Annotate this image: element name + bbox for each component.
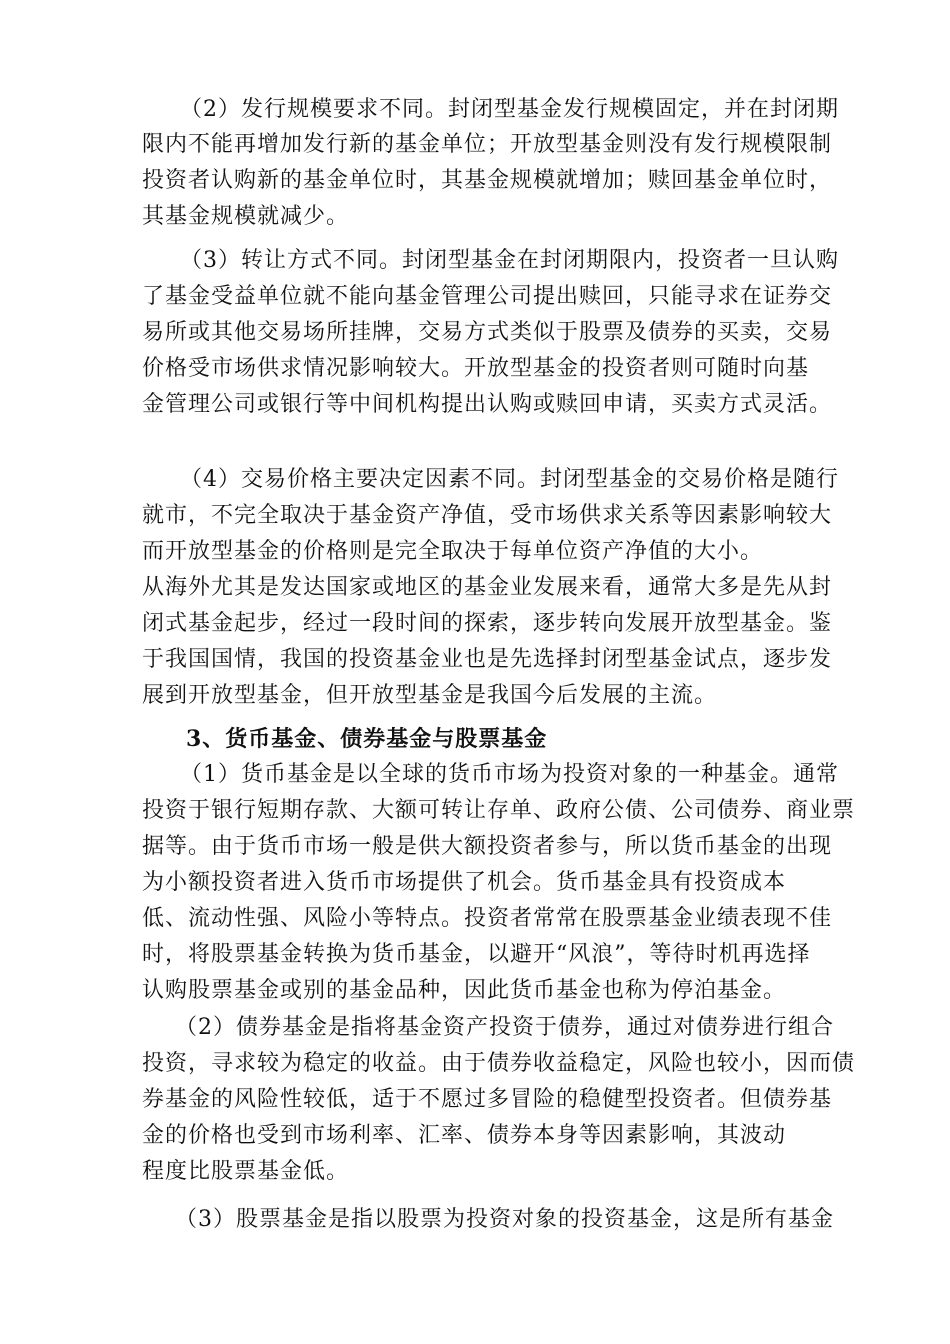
paragraph-7-line-1: （2）债券基金是指将基金资产投资于债券，通过对债券进行组合	[175, 1015, 834, 1040]
paragraph-6-line-4: 为小额投资者进入货币市场提供了机会。货币基金具有投资成本	[142, 870, 787, 895]
paragraph-7-line-4: 金的价格也受到市场利率、汇率、债券本身等因素影响，其波动	[142, 1123, 787, 1148]
paragraph-3-line-3: 易所或其他交易场所挂牌，交易方式类似于股票及债券的买卖，交易	[142, 320, 833, 345]
paragraph-6-line-6: 时，将股票基金转换为货币基金，以避开“风浪”，等待时机再选择	[142, 942, 811, 967]
paragraph-3-line-1: （3）转让方式不同。封闭型基金在封闭期限内，投资者一旦认购	[180, 248, 839, 273]
paragraph-4-line-3: 而开放型基金的价格则是完全取决于每单位资产净值的大小。	[142, 539, 764, 564]
paragraph-7-line-5: 程度比股票基金低。	[142, 1159, 350, 1184]
paragraph-2-line-2: 限内不能再增加发行新的基金单位；开放型基金则没有发行规模限制	[142, 132, 833, 157]
section-heading: 3、货币基金、债券基金与股票基金	[186, 726, 548, 752]
paragraph-4-line-2: 就市，不完全取决于基金资产净值，受市场供求关系等因素影响较大	[142, 503, 833, 528]
paragraph-6-line-2: 投资于银行短期存款、大额可转让存单、政府公债、公司债券、商业票	[142, 798, 856, 823]
paragraph-3-line-5: 金管理公司或银行等中间机构提出认购或赎回申请，买卖方式灵活。	[142, 392, 833, 417]
paragraph-7-line-3: 券基金的风险性较低，适于不愿过多冒险的稳健型投资者。但债券基	[142, 1087, 833, 1112]
paragraph-2-line-4: 其基金规模就减少。	[142, 204, 350, 229]
paragraph-8-line-1: （3）股票基金是指以股票为投资对象的投资基金，这是所有基金	[175, 1207, 834, 1232]
paragraph-4-line-1: （4）交易价格主要决定因素不同。封闭型基金的交易价格是随行	[180, 467, 839, 492]
paragraph-5-line-4: 展到开放型基金，但开放型基金是我国今后发展的主流。	[142, 683, 718, 708]
paragraph-6-line-5: 低、流动性强、风险小等特点。投资者常常在股票基金业绩表现不佳	[142, 906, 833, 931]
paragraph-2-line-3: 投资者认购新的基金单位时，其基金规模就增加；赎回基金单位时，	[142, 168, 833, 193]
paragraph-5-line-2: 闭式基金起步，经过一段时间的探索，逐步转向发展开放型基金。鉴	[142, 611, 833, 636]
paragraph-3-line-4: 价格受市场供求情况影响较大。开放型基金的投资者则可随时向基	[142, 356, 810, 381]
paragraph-3-line-2: 了基金受益单位就不能向基金管理公司提出赎回，只能寻求在证券交	[142, 284, 833, 309]
paragraph-2-line-1: （2）发行规模要求不同。封闭型基金发行规模固定，并在封闭期	[180, 97, 839, 122]
paragraph-6-line-3: 据等。由于货币市场一般是供大额投资者参与，所以货币基金的出现	[142, 834, 833, 859]
paragraph-7-line-2: 投资，寻求较为稳定的收益。由于债券收益稳定，风险也较小，因而债	[142, 1051, 856, 1076]
paragraph-5-line-3: 于我国国情，我国的投资基金业也是先选择封闭型基金试点，逐步发	[142, 647, 833, 672]
paragraph-6-line-7: 认购股票基金或别的基金品种，因此货币基金也称为停泊基金。	[142, 978, 787, 1003]
paragraph-6-line-1: （1）货币基金是以全球的货币市场为投资对象的一种基金。通常	[180, 762, 839, 787]
paragraph-5-line-1: 从海外尤其是发达国家或地区的基金业发展来看，通常大多是先从封	[142, 575, 833, 600]
